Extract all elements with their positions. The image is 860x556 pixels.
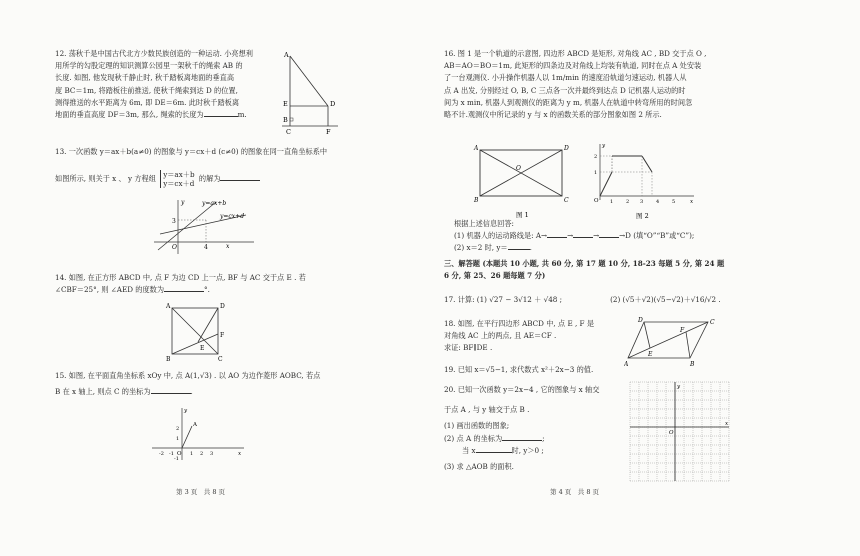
- q13-equation: y＝cx＋d: [163, 179, 195, 189]
- q14-line: ∠CBF＝25°, 则 ∠AED 的度数为: [55, 285, 165, 295]
- q15-tail: .: [190, 387, 193, 397]
- q16-fig2-o: O: [594, 198, 599, 204]
- q16-fig2-x: x: [690, 199, 694, 205]
- q16-fig2-ytick: 2: [594, 154, 598, 160]
- q15-tick: 2: [176, 426, 180, 432]
- q13-y-label: y: [181, 199, 185, 206]
- q16-fig1-caption: 图 1: [516, 211, 529, 219]
- q13-line-label: y=cx+d: [220, 213, 245, 220]
- q18-figure: [624, 314, 724, 368]
- q15-tick: -1: [169, 451, 174, 457]
- q20-part: (3) 求 △AOB 的面积.: [444, 462, 514, 472]
- q16-part1-tail: →D (填“O”“B”或“C”);: [619, 231, 695, 241]
- q15-point-label: A: [193, 422, 197, 428]
- q16-fig2-xtick: 1: [610, 199, 614, 205]
- question-16-answers: 根据上述信息回答: (1) 机器人的运动路线是: A→ → → →D (填“O”“B”或“C”); (2) x＝2 时, y＝ .: [454, 218, 754, 255]
- q12-fig-label: F: [326, 128, 331, 136]
- q20-blank-x[interactable]: [476, 452, 512, 453]
- q15-tick: 3: [210, 451, 214, 457]
- q12-answer-blank[interactable]: [204, 116, 238, 117]
- q16-blank-4[interactable]: [508, 249, 530, 250]
- q18-line: 求证: BF∥DE .: [444, 343, 493, 353]
- q18-fig-label: C: [710, 319, 715, 326]
- question-15: [55, 370, 375, 398]
- q16-line: AB＝AO＝BO＝1m, 此矩形的四条边及对角线上均装有轨道, 同时在点 A 处安装: [444, 61, 702, 71]
- q13-x-label: x: [226, 243, 230, 250]
- y-axis-label: y: [677, 384, 681, 390]
- q16-fig2-xtick: 2: [626, 199, 630, 205]
- q17-part1: 17. 计算: (1) √27 − 3√12 ＋ √48 ;: [444, 295, 563, 304]
- q16-figure-2: [590, 138, 700, 222]
- q13-equation: y＝ax＋b: [163, 170, 195, 180]
- q15-answer-blank[interactable]: [151, 393, 191, 394]
- question-19: [444, 364, 704, 376]
- q13-line: 如图所示, 则关于 x 、 y 方程组: [55, 174, 156, 184]
- q13-figure: [150, 196, 260, 258]
- q16-part1: (1) 机器人的运动路线是: A→: [454, 231, 548, 241]
- q16-line: 了一台观测仪. 小升操作机器人以 1m/min 的速度沿轨道匀速运动, 机器人从: [444, 73, 687, 83]
- q14-fig-label: E: [200, 345, 205, 352]
- q16-part2: (2) x＝2 时, y＝: [454, 243, 508, 253]
- q18-fig-label: F: [680, 327, 685, 334]
- q15-x-label: x: [238, 451, 242, 457]
- q20-part: 当 x: [462, 445, 476, 455]
- q13-answer-blank[interactable]: [220, 180, 260, 181]
- q19-line: 19. 已知 x＝√5−1, 求代数式 x²＋2x−3 的值.: [444, 365, 594, 374]
- question-12: [55, 48, 285, 121]
- question-17: [444, 294, 804, 306]
- q14-fig-label: F: [220, 332, 225, 339]
- right-page: [430, 0, 860, 556]
- q16-answer-intro: 根据上述信息回答:: [454, 219, 514, 228]
- q16-line: 略不计.观测仪中所记录的 y 与 x 的函数关系的部分图象如图 2 所示.: [444, 110, 662, 120]
- origin-label: O: [669, 430, 674, 436]
- q16-line: 16. 图 1 是一个轨道的示意图, 四边形 ABCD 是矩形, 对角线 AC , BD 交于点 O ,: [444, 49, 707, 58]
- q12-fig-label: D: [330, 100, 336, 108]
- q12-unit: m.: [237, 110, 247, 120]
- q16-fig2-xtick: 4: [656, 199, 660, 205]
- q13-tail: 的解为: [198, 174, 221, 184]
- q12-fig-label: B: [283, 116, 288, 124]
- q15-origin-label: O: [177, 451, 182, 457]
- q18-fig-label: E: [648, 351, 653, 358]
- q16-part2-tail: .: [529, 243, 532, 253]
- q20-grid[interactable]: [624, 378, 732, 484]
- x-axis-label: x: [725, 421, 729, 427]
- q16-fig1-label: O: [516, 165, 521, 172]
- q16-line: 间为 x min, 机器人到观测仪的距离为 y m, 机器人在轨道中转弯所用的时间忽: [444, 97, 693, 107]
- q15-tick: -1: [174, 456, 179, 462]
- q12-figure: [280, 48, 340, 136]
- q16-fig1-label: D: [564, 145, 569, 152]
- q16-fig1-label: B: [474, 197, 479, 204]
- q13-tick-label: 4: [204, 244, 208, 251]
- question-18: [444, 318, 644, 355]
- question-20: 20. 已知一次函数 y＝2x−4 , 它的图象与 x 轴交 于点 A , 与 y 轴交于点 B . (1) 画出函数的图象; (2) 点 A 的坐标为 ; 当 x 时, y＞0 ; (3) 求 △AOB 的面积.: [444, 384, 624, 473]
- q16-fig2-ytick: 1: [594, 170, 598, 176]
- q17-part2: (2) (√5＋√2)(√5−√2)＋√16/√2 .: [610, 295, 721, 304]
- q16-line: 点 A 出发, 分别经过 O, B, C 三点各一次并最终到达点 D 记机器人运动的时: [444, 85, 686, 95]
- q20-blank-a[interactable]: [502, 440, 542, 441]
- q20-line: 20. 已知一次函数 y＝2x−4 , 它的图象与 x 轴交: [444, 385, 600, 394]
- section-3-line: 三、解答题 (本题共 10 小题, 共 60 分, 第 17 题 10 分, 18-23 每题 5 分, 第 24 题: [444, 259, 725, 268]
- q13-equation-system: [160, 170, 194, 188]
- q16-figure-1: [470, 142, 570, 222]
- q16-fig2-xtick: 3: [640, 199, 644, 205]
- q14-fig-label: B: [166, 356, 171, 362]
- section-3-line: 6 分, 第 25、26 题每题 7 分): [444, 271, 546, 281]
- q18-fig-label: B: [690, 361, 695, 368]
- q16-blank-3[interactable]: [599, 237, 619, 238]
- q18-fig-label: A: [624, 361, 629, 368]
- q16-fig1-label: C: [564, 197, 569, 204]
- q15-tick: 1: [190, 451, 194, 457]
- q16-blank-2[interactable]: [573, 237, 593, 238]
- q15-tick: -2: [159, 451, 164, 457]
- q13-tick-label: 3: [172, 218, 176, 225]
- question-13: [55, 146, 355, 188]
- q20-part: (1) 画出函数的图象;: [444, 421, 510, 431]
- q18-line: 18. 如图, 在平行四边形 ABCD 中, 点 E , F 是: [444, 319, 595, 328]
- question-16: [444, 48, 754, 121]
- q14-fig-label: D: [220, 303, 225, 310]
- q14-tail: °.: [204, 285, 210, 295]
- q15-tick: 2: [200, 451, 204, 457]
- q15-line: B 在 x 轴上, 则点 C 的坐标为: [55, 387, 151, 397]
- q13-origin-label: O: [172, 244, 177, 251]
- page-footer: 第 4 页 共 8 页: [550, 488, 600, 496]
- q15-tick: 1: [176, 436, 180, 442]
- q16-fig2-caption: 图 2: [636, 212, 649, 220]
- q12-line: 地面的垂直高度 DF＝3m, 那么, 绳索的长度为: [55, 110, 204, 120]
- q14-fig-label: A: [166, 303, 171, 310]
- q15-line: 15. 如图, 在平面直角坐标系 xOy 中, 点 A(1,√3) . 以 AO 为边作菱形 AOBC, 若点: [55, 371, 321, 380]
- question-14: [55, 272, 375, 296]
- q14-answer-blank[interactable]: [164, 291, 204, 292]
- q14-figure: [162, 300, 228, 362]
- q12-line: 测得推送的水平距离为 6m, 即 DE＝6m. 此时秋千踏板离: [55, 97, 240, 107]
- q16-fig2-y: y: [602, 143, 606, 149]
- page-footer: 第 3 页 共 8 页: [176, 488, 226, 496]
- q16-blank-1[interactable]: [547, 237, 567, 238]
- q12-fig-label: E: [283, 100, 288, 108]
- q15-y-label: y: [184, 408, 188, 414]
- q18-fig-label: D: [638, 317, 643, 324]
- q15-figure: [148, 404, 248, 464]
- q20-line: 于点 A , 与 y 轴交于点 B .: [444, 405, 530, 415]
- q14-fig-label: C: [218, 356, 223, 362]
- q12-fig-label: A: [284, 51, 289, 59]
- q12-line: 用所学的勾股定理的知识测算公园里一架秋千的绳索 AB 的: [55, 61, 243, 71]
- section-3-header: [444, 258, 774, 282]
- q12-fig-label: C: [286, 128, 291, 136]
- q16-fig2-xtick: 5: [672, 199, 676, 205]
- q13-line-label: y=ax+b: [202, 200, 227, 207]
- q14-line: 14. 如图, 在正方形 ABCD 中, 点 F 为边 CD 上一点, BF 与 AC 交于点 E . 若: [55, 273, 306, 282]
- q20-part: (2) 点 A 的坐标为: [444, 433, 503, 443]
- q18-line: 对角线 AC 上的两点, 且 AE＝CF .: [444, 331, 557, 341]
- q13-line: 13. 一次函数 y＝ax＋b(a≠0) 的图象与 y＝cx＋d (c≠0) 的图象在同一直角坐标系中: [55, 147, 328, 156]
- q16-fig1-label: A: [474, 145, 479, 152]
- q12-line: 12. 荡秋千是中国古代北方少数民族创造的一种运动. 小亮想利: [55, 49, 253, 58]
- q20-part: 时, y＞0 ;: [511, 445, 544, 455]
- q12-line: 度 BC＝1m, 将踏板往前推送, 使秋千绳索到达 D 的位置,: [55, 85, 238, 95]
- q12-line: 长度. 如图, 他发现秋千静止时, 秋千踏板离地面的垂直高: [55, 73, 235, 83]
